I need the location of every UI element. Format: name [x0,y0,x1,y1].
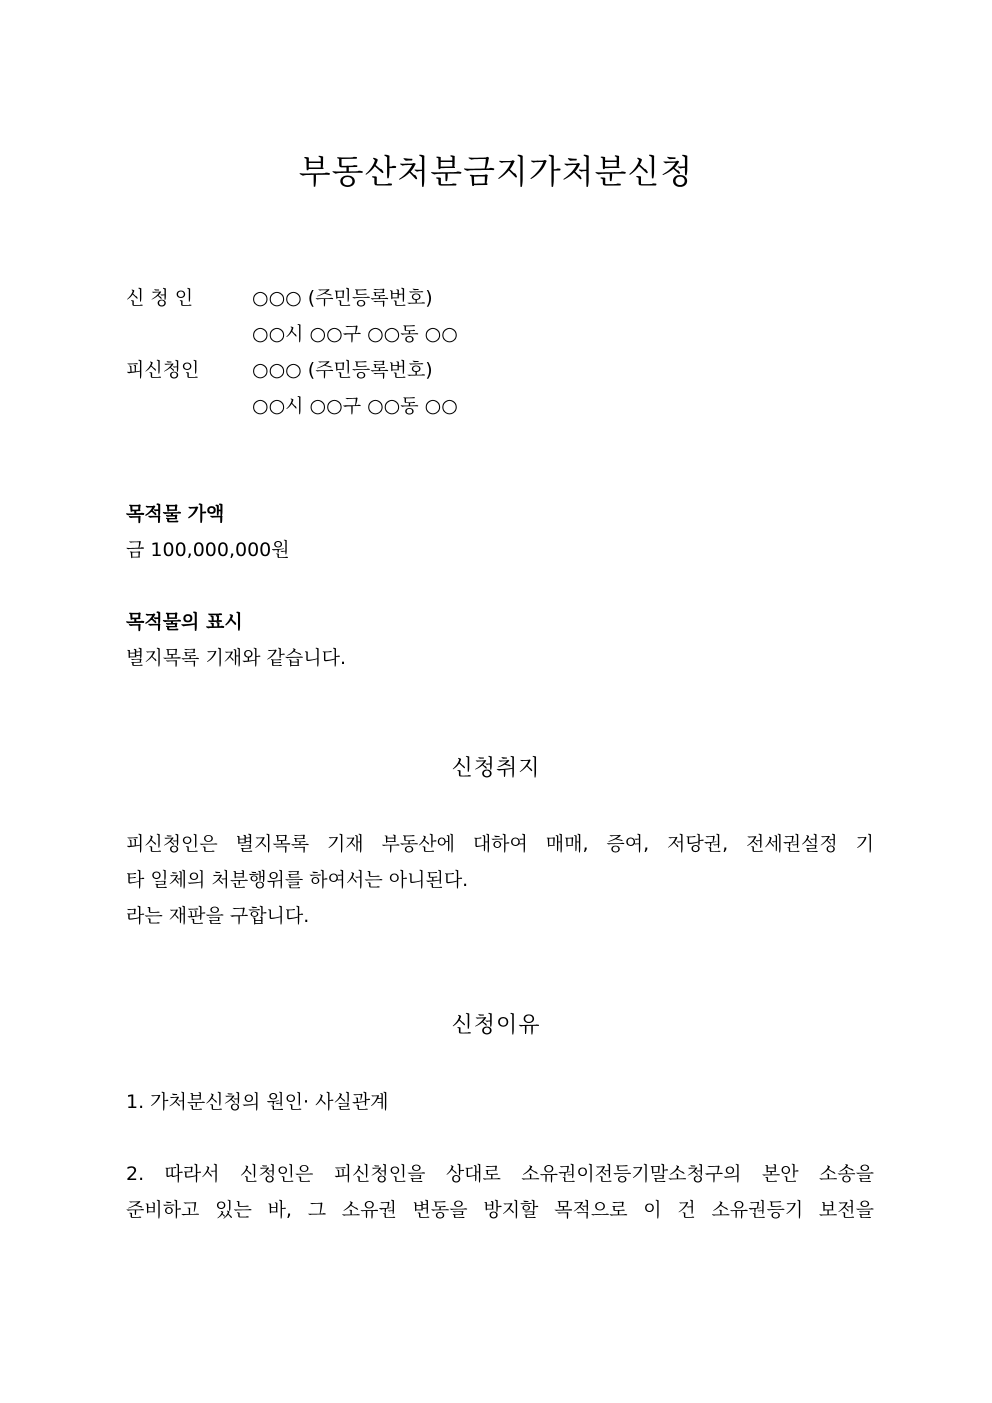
value-heading: 목적물 가액 [126,503,225,525]
applicant-address-row [126,316,886,352]
respondent-name: ○○○ (주민등록번호) [252,359,433,381]
applicant-row [126,280,886,316]
applicant-label: 신 청 인 [126,287,194,309]
object-text: 별지목록 기재와 같습니다. [126,647,347,669]
reason-item-2-line-1: 2. 따라서 신청인은 피신청인을 상대로 소유권이전등기말소청구의 본안 소송을 [126,1163,874,1185]
object-section [126,604,874,676]
respondent-row [126,352,886,388]
value-text: 금 100,000,000원 [126,539,290,561]
reason-item-2-line-2: 준비하고 있는 바, 그 소유권 변동을 방지할 목적으로 이 건 소유권등기 보전을 [126,1199,874,1221]
respondent-address-row [126,388,886,424]
reason-item-2 [126,1156,874,1228]
reason-title: 신청이유 [451,1013,541,1038]
party-section [126,280,886,424]
respondent-address: ○○시 ○○구 ○○동 ○○ [252,395,458,417]
respondent-label: 피신청인 [126,359,200,381]
applicant-address: ○○시 ○○구 ○○동 ○○ [252,323,458,345]
purpose-section [126,826,874,934]
value-section [126,496,874,568]
purpose-title: 신청취지 [451,756,541,781]
document-title: 부동산처분금지가처분신청 [298,152,694,191]
purpose-line-3: 라는 재판을 구합니다. [126,905,310,927]
reason-item-1-text: 1. 가처분신청의 원인· 사실관계 [126,1091,389,1113]
purpose-line-1: 피신청인은 별지목록 기재 부동산에 대하여 매매, 증여, 저당권, 전세권설정 기 [126,833,874,855]
purpose-line-2: 타 일체의 처분행위를 하여서는 아니된다. [126,869,469,891]
applicant-name: ○○○ (주민등록번호) [252,287,433,309]
object-heading: 목적물의 표시 [126,611,243,633]
reason-item-1 [126,1084,874,1120]
